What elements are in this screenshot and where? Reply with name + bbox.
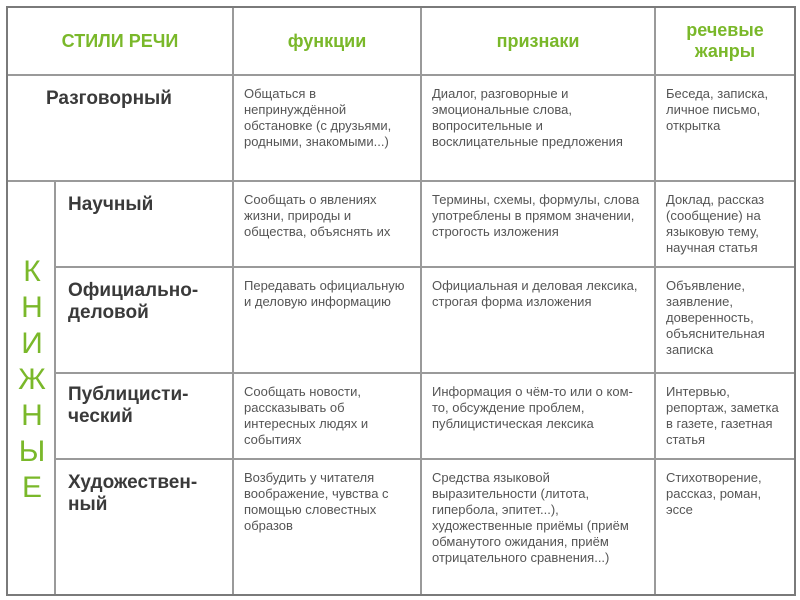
genres-cell: Беседа, записка, личное письмо, открытка <box>666 86 769 133</box>
style-name-line1: Официально- <box>68 280 199 301</box>
genres-cell: Доклад, рассказ (сообщение) на языковую тему, научная статья <box>666 192 765 255</box>
book-letter: И <box>21 327 43 360</box>
table-row <box>8 76 794 180</box>
book-letter: К <box>23 255 41 288</box>
style-name-line1: Художествен- <box>68 472 198 493</box>
header-functions <box>234 8 420 74</box>
column-divider <box>420 8 422 594</box>
features-cell: Средства языковой выразительности (литота, гипербола, эпитет...), художественные приёмы (приём обманутого ожидания, приём отрицательного сравнения...) <box>432 470 629 565</box>
speech-styles-table <box>6 6 796 596</box>
genres-cell: Стихотворение, рассказ, роман, эссе <box>666 470 762 517</box>
style-cell <box>56 182 232 266</box>
book-letter: Н <box>21 291 43 324</box>
row-divider <box>54 266 794 268</box>
style-name-line2: ный <box>68 494 108 515</box>
header-styles <box>8 8 232 74</box>
row-divider <box>8 180 794 182</box>
features-cell: Термины, схемы, формулы, слова употреблены в прямом значении, строгость изложения <box>432 192 640 239</box>
header-features <box>422 8 654 74</box>
header-genres-line1: речевые <box>686 20 764 40</box>
header-functions-text: функции <box>287 30 367 51</box>
column-divider <box>654 8 656 594</box>
function-cell: Сообщать о явлениях жизни, природы и общества, объяснять их <box>244 192 391 239</box>
header-features-text: признаки <box>496 30 580 51</box>
genres-cell: Объявление, заявление, доверенность, объяснительная записка <box>666 278 765 357</box>
header-row <box>8 8 794 74</box>
function-cell: Общаться в непринуждённой обстановке (с друзьями, родными, знакомыми...) <box>244 86 392 149</box>
features-cell: Официальная и деловая лексика, строгая форма изложения <box>432 278 638 309</box>
features-cell: Диалог, разговорные и эмоциональные слова, вопросительные и восклицательные предложения <box>432 86 623 149</box>
function-cell: Сообщать новости, рассказывать об интересных людях и событиях <box>244 384 369 447</box>
style-name: Научный <box>68 194 154 215</box>
book-letter: Ж <box>18 363 46 396</box>
column-divider <box>232 8 234 594</box>
style-cell <box>56 460 232 594</box>
style-name: Разговорный <box>46 88 172 109</box>
style-name-line2: ческий <box>68 406 133 427</box>
row-divider <box>54 372 794 374</box>
function-cell: Передавать официальную и деловую информацию <box>244 278 405 309</box>
genres-cell: Интервью, репортаж, заметка в газете, газетная статья <box>666 384 779 447</box>
header-styles-text: СТИЛИ РЕЧИ <box>61 30 179 51</box>
table-row <box>8 460 794 594</box>
book-letter: Ы <box>18 435 46 468</box>
features-cell: Информация о чём-то или о ком-то, обсуждение проблем, публицистическая лексика <box>432 384 633 431</box>
book-letter: Н <box>21 399 43 432</box>
style-name-line2: деловой <box>68 302 149 323</box>
style-cell <box>8 76 232 180</box>
book-letter: Е <box>21 471 42 504</box>
header-genres <box>656 8 794 74</box>
header-genres-line2: жанры <box>694 41 756 61</box>
function-cell: Возбудить у читателя воображение, чувства с помощью словестных образов <box>244 470 389 533</box>
table-row <box>8 182 794 266</box>
table-row <box>8 374 794 458</box>
book-column-divider <box>54 180 56 594</box>
table-row <box>8 268 794 372</box>
book-styles-label <box>12 254 52 506</box>
style-cell <box>56 374 232 458</box>
style-cell <box>56 268 232 372</box>
row-divider <box>8 74 794 76</box>
style-name-line1: Публицисти- <box>68 384 189 405</box>
row-divider <box>54 458 794 460</box>
